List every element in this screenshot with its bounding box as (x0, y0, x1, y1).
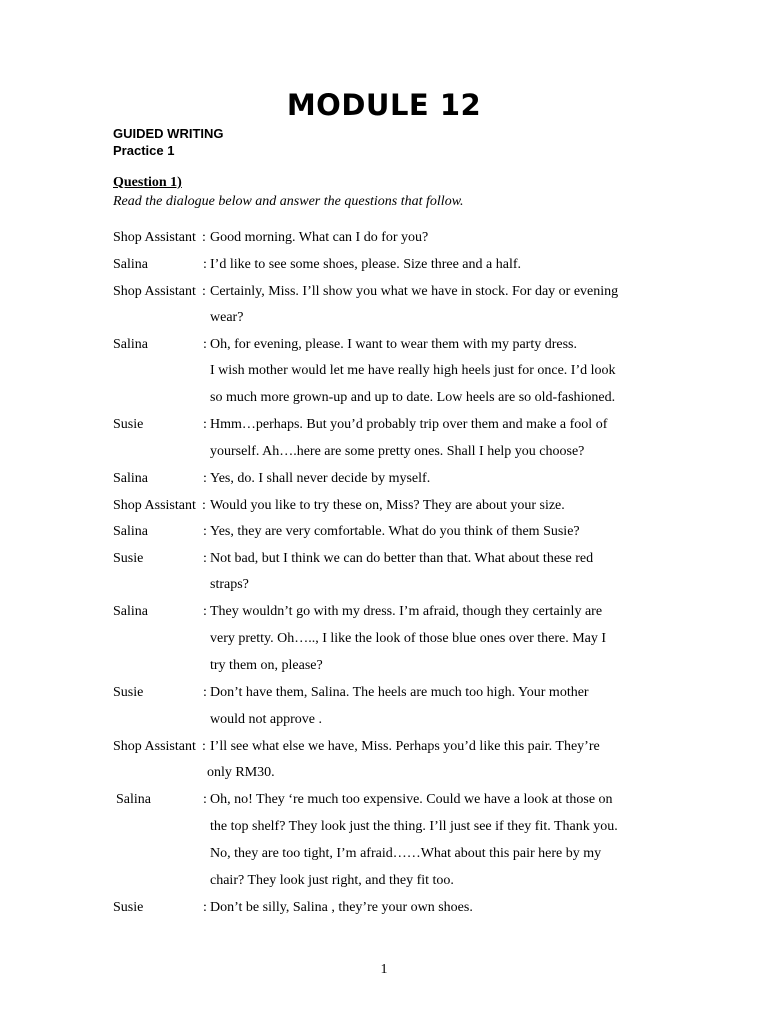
dialogue-line (0, 551, 768, 571)
dialogue-line (0, 685, 768, 705)
page-number: 1 (380, 962, 388, 977)
dialogue-text: No, they are too tight, I’m afraid……What about this pair here by my (210, 846, 602, 861)
dialogue-text: yourself. Ah….here are some pretty ones. Shall I help you choose? (210, 444, 585, 459)
dialogue-line (0, 230, 768, 250)
dialogue-text: Hmm…perhaps. But you’d probably trip over them and make a fool of (210, 417, 608, 432)
speaker-name: Shop Assistant (113, 498, 196, 513)
dialogue-text: straps? (210, 577, 249, 592)
speaker-name: Salina (113, 257, 148, 272)
dialogue-text: very pretty. Oh….., I like the look of those blue ones over there. May I (210, 631, 607, 646)
dialogue-text: Not bad, but I think we can do better than that. What about these red (210, 551, 594, 566)
speaker-colon: : (203, 792, 207, 807)
practice-heading: Practice 1 (113, 143, 175, 158)
dialogue-line (0, 739, 768, 759)
question-title: Question 1) (113, 175, 182, 190)
speaker-name: Shop Assistant (113, 739, 196, 754)
dialogue-text: I’d like to see some shoes, please. Size three and a half. (210, 257, 522, 272)
section-heading: GUIDED WRITING (113, 126, 224, 141)
dialogue-line (0, 444, 768, 464)
dialogue-line (0, 792, 768, 812)
speaker-name: Salina (113, 337, 148, 352)
dialogue-text: Oh, for evening, please. I want to wear them with my party dress. (210, 337, 578, 352)
dialogue-text: so much more grown-up and up to date. Low heels are so old-fashioned. (210, 390, 616, 405)
speaker-name: Susie (113, 417, 144, 432)
speaker-colon: : (203, 900, 207, 915)
dialogue-line (0, 337, 768, 357)
module-title: MODULE 12 (286, 88, 482, 122)
dialogue-line (0, 310, 768, 330)
dialogue-line (0, 498, 768, 518)
dialogue-line (0, 417, 768, 437)
speaker-colon: : (203, 471, 207, 486)
speaker-colon: : (202, 230, 206, 245)
speaker-colon: : (202, 498, 206, 513)
dialogue-line (0, 819, 768, 839)
dialogue-line (0, 631, 768, 651)
speaker-name: Salina (113, 604, 148, 619)
dialogue-line (0, 577, 768, 597)
dialogue-text: only RM30. (207, 765, 275, 780)
dialogue-line (0, 604, 768, 624)
dialogue-text: Yes, they are very comfortable. What do you think of them Susie? (210, 524, 580, 539)
speaker-name: Susie (113, 900, 144, 915)
dialogue-text: the top shelf? They look just the thing. I’ll just see if they fit. Thank you. (210, 819, 618, 834)
dialogue-text: Would you like to try these on, Miss? They are about your size. (210, 498, 565, 513)
speaker-colon: : (203, 337, 207, 352)
speaker-name: Shop Assistant (113, 230, 196, 245)
speaker-colon: : (203, 604, 207, 619)
dialogue-line (0, 284, 768, 304)
dialogue-line (0, 471, 768, 491)
question-instruction: Read the dialogue below and answer the questions that follow. (113, 194, 464, 209)
speaker-colon: : (203, 417, 207, 432)
dialogue-line (0, 363, 768, 383)
dialogue-text: Yes, do. I shall never decide by myself. (210, 471, 431, 486)
dialogue-text: Don’t have them, Salina. The heels are much too high. Your mother (210, 685, 589, 700)
dialogue-text: Good morning. What can I do for you? (210, 230, 429, 245)
dialogue-line (0, 257, 768, 277)
dialogue-line (0, 658, 768, 678)
speaker-name: Salina (113, 524, 148, 539)
dialogue-line (0, 900, 768, 920)
speaker-colon: : (203, 524, 207, 539)
speaker-colon: : (203, 551, 207, 566)
dialogue-line (0, 390, 768, 410)
dialogue-text: wear? (210, 310, 244, 325)
dialogue-text: Oh, no! They ‘re much too expensive. Could we have a look at those on (210, 792, 613, 807)
speaker-name: Susie (113, 551, 144, 566)
speaker-name: Shop Assistant (113, 284, 196, 299)
dialogue-line (0, 712, 768, 732)
speaker-colon: : (203, 685, 207, 700)
dialogue-text: try them on, please? (210, 658, 323, 673)
dialogue-line (0, 765, 768, 785)
dialogue-text: I’ll see what else we have, Miss. Perhaps you’d like this pair. They’re (210, 739, 600, 754)
speaker-colon: : (203, 257, 207, 272)
dialogue-line (0, 846, 768, 866)
dialogue-line (0, 873, 768, 893)
dialogue-text: Don’t be silly, Salina , they’re your own shoes. (210, 900, 473, 915)
dialogue-text: would not approve . (210, 712, 322, 727)
dialogue-text: chair? They look just right, and they fit too. (210, 873, 454, 888)
dialogue-text: I wish mother would let me have really high heels just for once. I’d look (210, 363, 616, 378)
speaker-colon: : (202, 739, 206, 754)
speaker-name: Salina (113, 471, 148, 486)
speaker-colon: : (202, 284, 206, 299)
speaker-name: Salina (116, 792, 151, 807)
dialogue-text: Certainly, Miss. I’ll show you what we have in stock. For day or evening (210, 284, 619, 299)
dialogue-text: They wouldn’t go with my dress. I’m afraid, though they certainly are (210, 604, 603, 619)
dialogue-line (0, 524, 768, 544)
speaker-name: Susie (113, 685, 144, 700)
